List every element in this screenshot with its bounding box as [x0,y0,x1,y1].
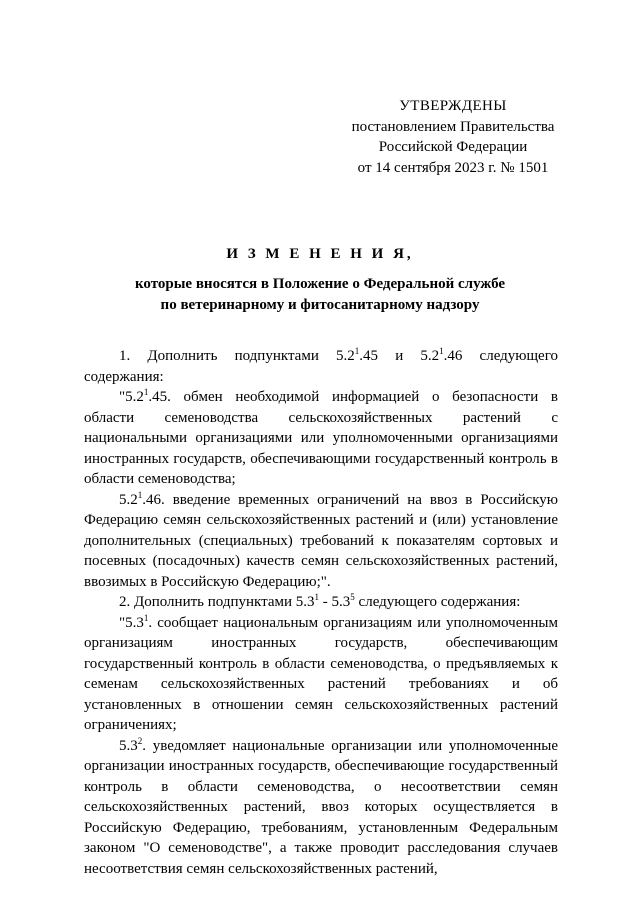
superscript: 1 [143,387,149,397]
document-title: И З М Е Н Е Н И Я, [226,246,414,262]
document-title-block [82,244,558,315]
paragraph-6 [84,736,558,880]
approval-date: от 14 сентября 2023 г. № 1501 [357,159,549,176]
approval-stamp [346,96,560,178]
superscript: 1 [314,592,320,602]
superscript: 5 [350,592,355,602]
paragraph-4 [84,592,558,613]
document-subtitle [82,274,558,315]
paragraph-2 [84,387,558,490]
text-run: .46. введение временных ограничений на ввоз в Российскую Федерацию семян сельскохозяйственных растений и (или) установление дополнительных (специальных) требований к показателям сортовых и посевных (посадочных) качеств семян сельскохозяйственных растений, ввозимых в Российскую Федерацию;". [84,491,558,590]
superscript: 1 [143,612,149,623]
superscript: 2 [137,735,143,746]
superscript: 1 [354,346,360,356]
text-run: . сообщает национальным организациям или уполномоченным организациям иностранных государств, обеспечивающим государственный контроль в области семеноводства, о предъявляемых к семенам сельскохозяйственных растений требованиях и об установленных в отношении семян сельскохозяйственных растений ограничениях; [84,614,558,733]
approval-heading: УТВЕРЖДЕНЫ [399,98,507,114]
paragraph-3 [84,490,558,593]
text-run: 5.2 [119,491,138,508]
subtitle-line: которые вносятся в Положение о Федеральной службе [134,276,506,292]
text-run: - 5.3 [319,594,351,610]
text-run: .45 и 5.2 [359,348,440,364]
approval-line: Российской Федерации [378,139,528,155]
text-run: .45. обмен необходимой информацией о безопасности в области семеноводства сельскохозяйственных растений с национальными организациями или уполномоченными организациями иностранных государств, обеспечивающими государственный контроль в области семеноводства; [84,389,558,487]
superscript: 1 [137,489,143,500]
text-run: 2. Дополнить подпунктами 5.3 [119,594,315,610]
text-run: . уведомляет национальные организации или уполномоченные организации иностранных государств, обеспечивающие государственный контроль в области семеноводства, о несоответствии семян сельскохозяйственных растений, ввоз которых осуществляется в Российскую Федерацию, требованиям, установленным Федеральным законом "О семеноводстве", а также проводит расследования случаев несоответствия семян сельскохозяйственных растений, [84,737,558,877]
text-run: следующего содержания: [354,594,521,610]
superscript: 1 [439,346,444,356]
document-body [84,346,558,879]
text-run: 1. Дополнить подпунктами 5.2 [119,348,355,364]
text-run: "5.2 [119,389,144,405]
paragraph-1 [84,346,558,387]
approval-line: постановлением Правительства [351,118,555,135]
text-run: 5.3 [119,737,138,754]
text-run: .46 следующего содержания: [84,348,558,385]
paragraph-5 [84,613,558,736]
subtitle-line: по ветеринарному и фитосанитарному надзору [160,296,480,313]
text-run: "5.3 [119,614,144,631]
